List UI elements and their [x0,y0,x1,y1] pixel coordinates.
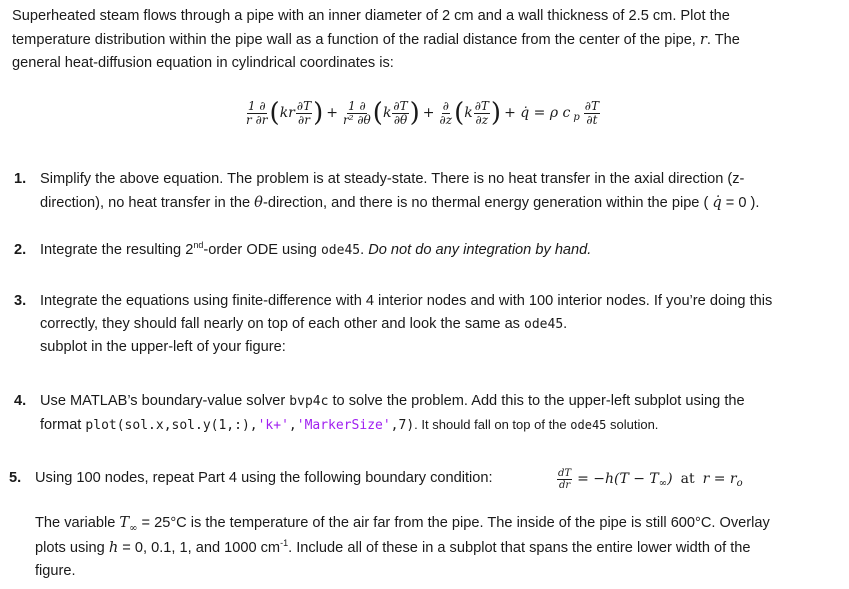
eq-dT-dtheta: $\frac{\partial T}{\partial\theta}$ [393,98,408,127]
intro-line-3: general heat-diffusion equation in cylindrical coordinates is: [12,55,394,71]
item-4-number: 4. [14,393,27,409]
eq-dT-dr: $\frac{\partial T}{\partial r}$ [296,98,312,127]
eq-kr: kr [279,105,295,121]
item-5-line-1: Using 100 nodes, repeat Part 4 using the following boundary condition: [35,470,493,486]
intro-line-2: temperature distribution within the pipe wall as a function of the radial distance from the center of the pipe, r. The [12,31,740,48]
eq-term-2-prefactor: $\frac{1 \partial}{\text{r² ∂θ}}$ [342,98,371,127]
eq-rhs: + q̇ = ρ c [504,105,571,121]
item-4-text: Use MATLAB’s boundary-value solver bvp4c to solve the problem. Add this to the upper-left subplot using the format plot(sol.x,sol.y(1,:),'k+','MarkerSize',7). It should fall on top of the ode45 solution. [40,393,745,433]
intro-paragraph [12,5,842,75]
intro-line-1: Superheated steam flows through a pipe with an inner diameter of 2 cm and a wall thickness of 2.5 cm. Plot the [12,8,730,24]
eq-term-1-prefactor: $\frac{1 \partial}{r \partial r}$ [246,98,268,127]
eq-d-dz: $\frac{\partial}{\partial z}$ [439,98,453,127]
item-2-text: Integrate the resulting 2nd-order ODE using ode45. Do not do any integration by hand. [40,240,592,258]
item-3-number: 3. [14,293,27,309]
boundary-condition: $\frac{dT}{dr}$ = −h(T − T ∞ ) at r = r o [558,467,743,491]
item-5-paragraph: The variable $T_\infty = 25^\circ C$ is the temperature of the air far from the pipe. The inside of the pipe is still 600°C. Overlay plots using h = 0, 0.1, 1, and 1000 $cm^{-1}$. Include all of these in a subplot that spans the entire lower width of the figure. [35,514,770,579]
heat-diffusion-equation: $\frac{1 \partial}{r \partial r}$ ( kr $\frac{\partial T}{\partial r}$ ) + $\frac{1 \partial}{\text{r² ∂θ}}$ ( k $\frac{\partial T}{\partial\theta}$ ) + $\frac{\partial}{\partial z}$ ( k $\frac{\partial T}{\partial z}$ ) + q̇ = ρ c p $\frac{\partial T}{\partial t}$ [246,98,599,128]
eq-dT-dz: $\frac{\partial T}{\partial z}$ [474,98,489,127]
item-1-number: 1. [14,171,27,187]
item-1-text: Simplify the above equation. The problem is at steady-state. There is no heat transfer in the axial direction (z- direction), no heat transfer in the θ-direction, and there is no thermal energy generation within the pipe ( q̇ = 0 ). [40,171,760,211]
item-3-text: Integrate the equations using finite-difference with 4 interior nodes and with 100 interior nodes. If you’re doing this correctly, they should fall nearly on top of each other and look the same as ode45. subplot in the upper-left of your figure: [40,293,773,355]
item-5-number: 5. [9,470,22,486]
item-2-number: 2. [14,242,27,258]
eq-dT-dt: $\frac{\partial T}{\partial t}$ [584,98,599,127]
